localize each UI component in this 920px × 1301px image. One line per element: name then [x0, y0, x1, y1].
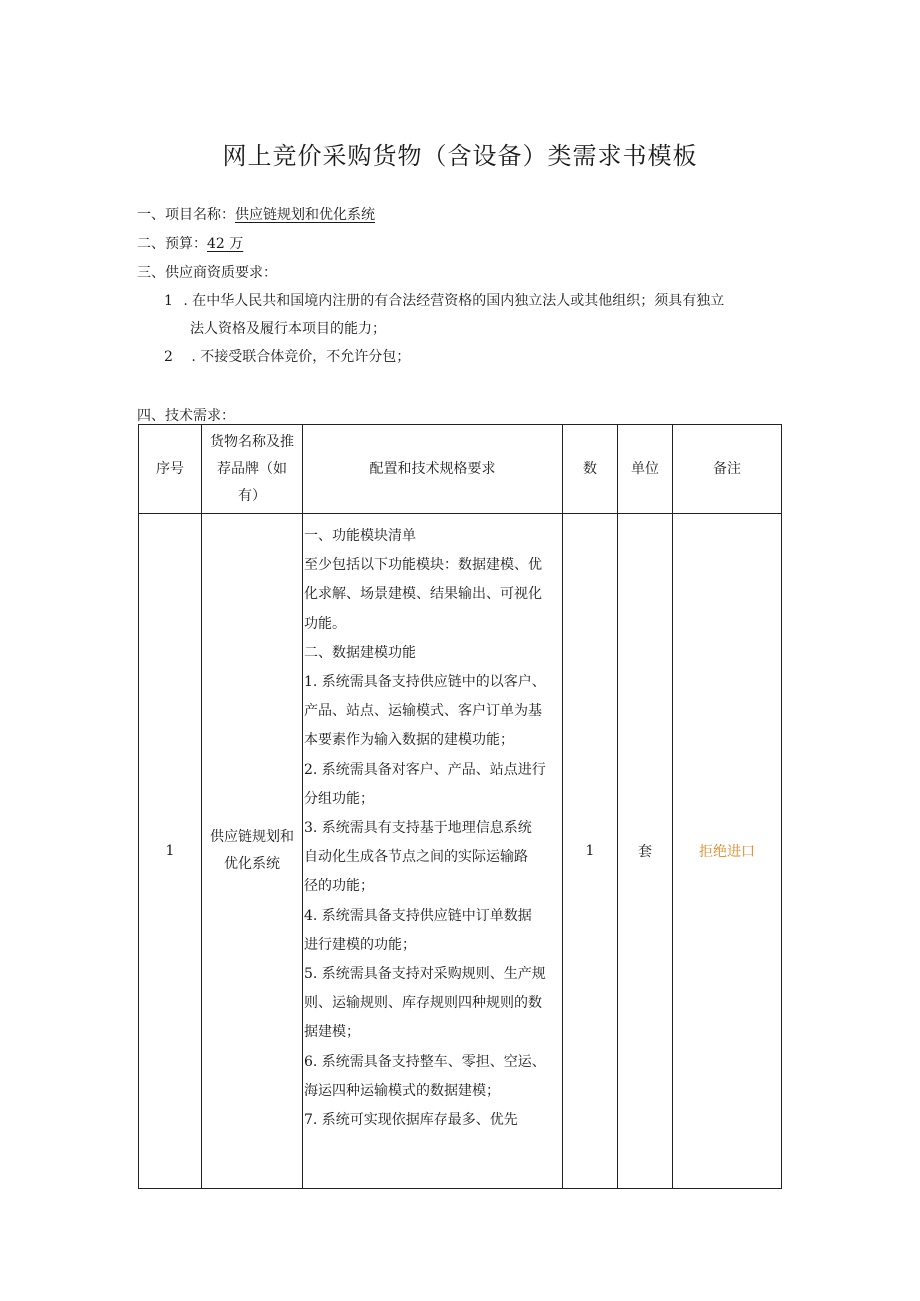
qualification-item-2: [164, 346, 410, 366]
spec-line: 二、数据建模功能: [304, 644, 416, 661]
header-goods-name-l1: 货物名称及推: [210, 433, 294, 450]
spec-line: 进行建模的功能；: [304, 936, 416, 953]
spec-line: 海运四种运输模式的数据建模；: [304, 1082, 500, 1099]
row-spec-requirements: [303, 514, 563, 1189]
header-seq: 序号: [139, 425, 202, 514]
spec-line: 一、功能模块清单: [304, 528, 416, 544]
spec-line: 功能。: [304, 615, 346, 632]
project-name-value: 供应链规划和优化系统: [235, 207, 375, 223]
spec-line: 2. 系统需具备对客户、产品、站点进行: [304, 761, 546, 778]
qualification-item-1-num: 1: [164, 293, 173, 309]
row-remark: 拒绝进口: [673, 514, 782, 1189]
spec-line: 据建模；: [304, 1024, 360, 1041]
header-goods-name-l2: 荐品牌（如: [217, 460, 287, 477]
spec-line: 化求解、场景建模、结果输出、可视化: [304, 586, 542, 603]
header-remark: 备注: [673, 425, 782, 514]
spec-line: 至少包括以下功能模块：数据建模、优: [304, 557, 542, 574]
qualification-item-2-num: 2: [164, 349, 173, 365]
budget-value: 42 万: [207, 236, 244, 252]
spec-line: 3. 系统需具有支持基于地理信息系统: [304, 820, 532, 837]
header-unit: 单位: [618, 425, 673, 514]
spec-line: 1. 系统需具备支持供应链中的以客户、: [304, 674, 546, 691]
qualification-item-1-cont: 法人资格及履行本项目的能力；: [190, 321, 386, 337]
qualification-item-2-text: . 不接受联合体竞价，不允许分包；: [191, 349, 411, 365]
spec-line: 径的功能；: [304, 878, 374, 895]
qualification-heading: 三、供应商资质要求：: [137, 265, 277, 281]
project-name-label: 一、项目名称：: [137, 207, 235, 223]
spec-line: 自动化生成各节点之间的实际运输路: [304, 849, 528, 866]
spec-line: 产品、站点、运输模式、客户订单为基: [304, 703, 542, 720]
table-row: [139, 514, 782, 1189]
spec-line: 本要素作为输入数据的建模功能；: [304, 732, 514, 749]
requirements-table: [138, 424, 782, 1189]
row-goods-name-l2: 优化系统: [224, 856, 280, 872]
spec-line: 则、运输规则、库存规则四种规则的数: [304, 995, 542, 1012]
qualification-item-1-text: . 在中华人民共和国境内注册的有合法经营资格的国内独立法人或其他组织；须具有独立: [183, 293, 725, 309]
row-seq: 1: [139, 514, 202, 1189]
spec-line: 4. 系统需具备支持供应链中订单数据: [304, 907, 532, 924]
header-goods-name-l3: 有）: [238, 487, 266, 504]
header-goods-name: [202, 425, 303, 514]
table-header-row: [139, 425, 782, 514]
spec-line: 7. 系统可实现依据库存最多、优先: [304, 1112, 518, 1129]
spec-line: 6. 系统需具备支持整车、零担、空运、: [304, 1053, 546, 1070]
qualification-item-1: [164, 290, 724, 310]
row-goods-name: [202, 514, 303, 1189]
spec-line: 分组功能；: [304, 790, 374, 807]
tech-requirements-heading: 四、技术需求：: [137, 408, 235, 424]
document-title: 网上竞价采购货物（含设备）类需求书模板: [222, 142, 698, 170]
header-qty: 数: [563, 425, 618, 514]
budget-label: 二、预算：: [137, 236, 207, 252]
row-unit: 套: [618, 514, 673, 1189]
row-qty: 1: [563, 514, 618, 1189]
budget-line: [137, 233, 243, 253]
spec-line: 5. 系统需具备支持对采购规则、生产规: [304, 966, 546, 983]
row-goods-name-l1: 供应链规划和: [210, 829, 294, 845]
header-spec: 配置和技术规格要求: [303, 425, 563, 514]
project-name-line: [137, 204, 375, 224]
